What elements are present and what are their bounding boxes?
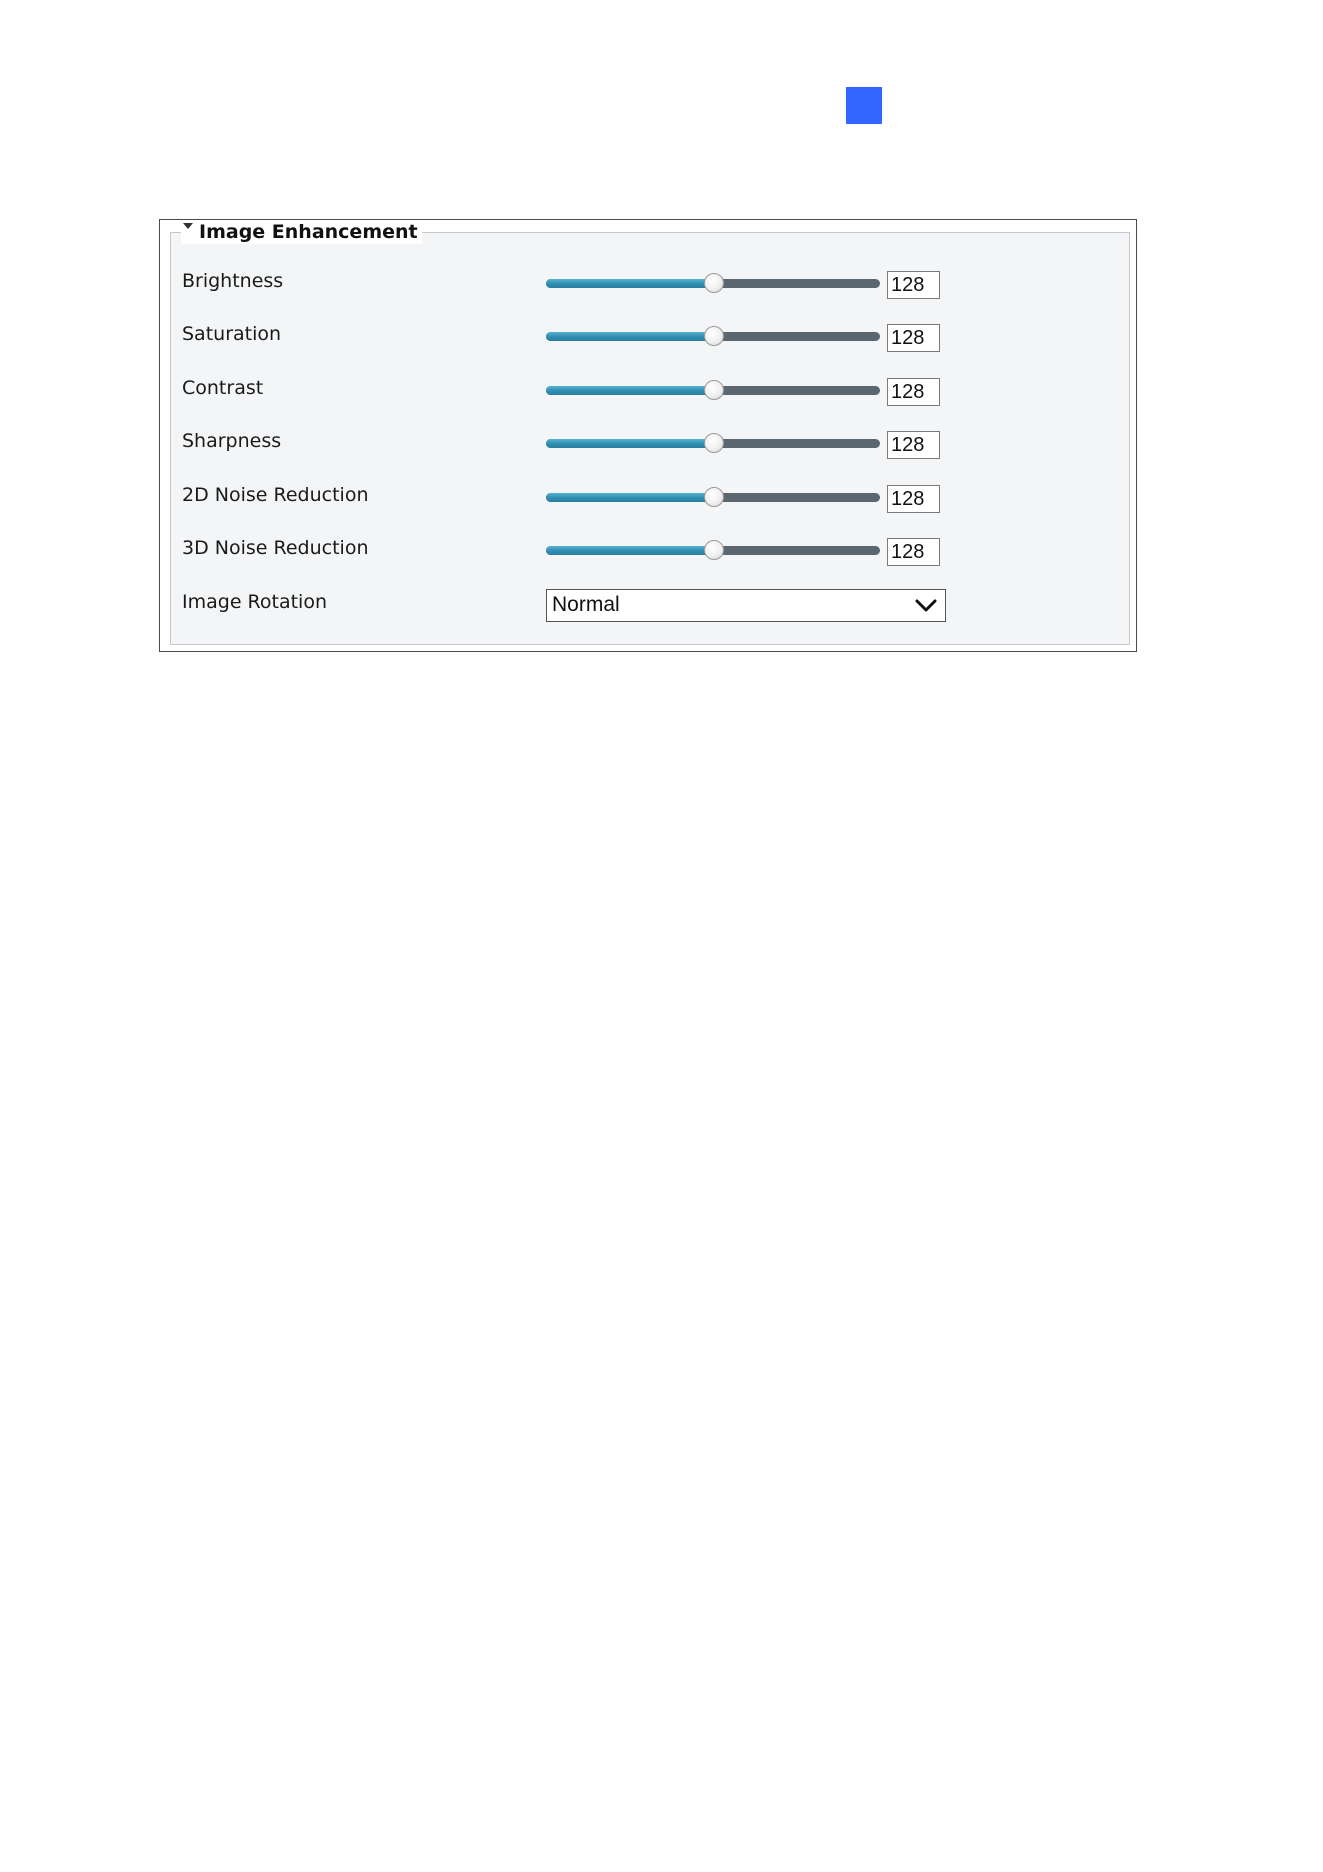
sharpness-label: Sharpness	[182, 430, 282, 452]
noise-reduction-2d-slider[interactable]	[546, 493, 880, 502]
image-enhancement-panel	[159, 219, 1137, 652]
sharpness-value-input[interactable]: 128	[887, 431, 940, 459]
group-title: Image Enhancement	[199, 221, 418, 243]
brightness-row	[171, 262, 1129, 302]
noise-reduction-3d-slider[interactable]	[546, 546, 880, 555]
noise-reduction-3d-value-input[interactable]: 128	[887, 538, 940, 566]
saturation-label: Saturation	[182, 323, 282, 345]
saturation-slider[interactable]	[546, 332, 880, 341]
noise-reduction-2d-value-input[interactable]: 128	[887, 485, 940, 513]
contrast-row	[171, 369, 1129, 409]
slider-fill	[546, 546, 714, 555]
slider-thumb[interactable]	[704, 487, 724, 507]
slider-fill	[546, 439, 714, 448]
slider-thumb[interactable]	[704, 433, 724, 453]
noise-reduction-3d-label: 3D Noise Reduction	[182, 537, 369, 559]
blue-marker	[846, 87, 882, 124]
slider-thumb[interactable]	[704, 273, 724, 293]
image-rotation-row	[171, 583, 1129, 623]
slider-thumb[interactable]	[704, 326, 724, 346]
contrast-value-input[interactable]: 128	[887, 378, 940, 406]
slider-thumb[interactable]	[704, 380, 724, 400]
sharpness-row	[171, 422, 1129, 462]
slider-fill	[546, 386, 714, 395]
noise-reduction-2d-label: 2D Noise Reduction	[182, 484, 369, 506]
noise-reduction-2d-row	[171, 476, 1129, 516]
chevron-down-icon[interactable]	[915, 598, 937, 614]
group-legend[interactable]	[181, 220, 422, 244]
brightness-slider[interactable]	[546, 279, 880, 288]
noise-reduction-3d-row	[171, 529, 1129, 569]
sharpness-slider[interactable]	[546, 439, 880, 448]
image-enhancement-group	[170, 221, 1130, 645]
brightness-value-input[interactable]: 128	[887, 271, 940, 299]
image-rotation-label: Image Rotation	[182, 591, 328, 613]
image-rotation-selected: Normal	[552, 593, 620, 616]
slider-fill	[546, 332, 714, 341]
contrast-slider[interactable]	[546, 386, 880, 395]
image-rotation-select[interactable]	[546, 589, 946, 622]
saturation-value-input[interactable]: 128	[887, 324, 940, 352]
contrast-label: Contrast	[182, 377, 264, 399]
saturation-row	[171, 315, 1129, 355]
brightness-label: Brightness	[182, 270, 284, 292]
slider-fill	[546, 279, 714, 288]
slider-thumb[interactable]	[704, 540, 724, 560]
triangle-down-icon[interactable]	[183, 223, 193, 229]
slider-fill	[546, 493, 714, 502]
